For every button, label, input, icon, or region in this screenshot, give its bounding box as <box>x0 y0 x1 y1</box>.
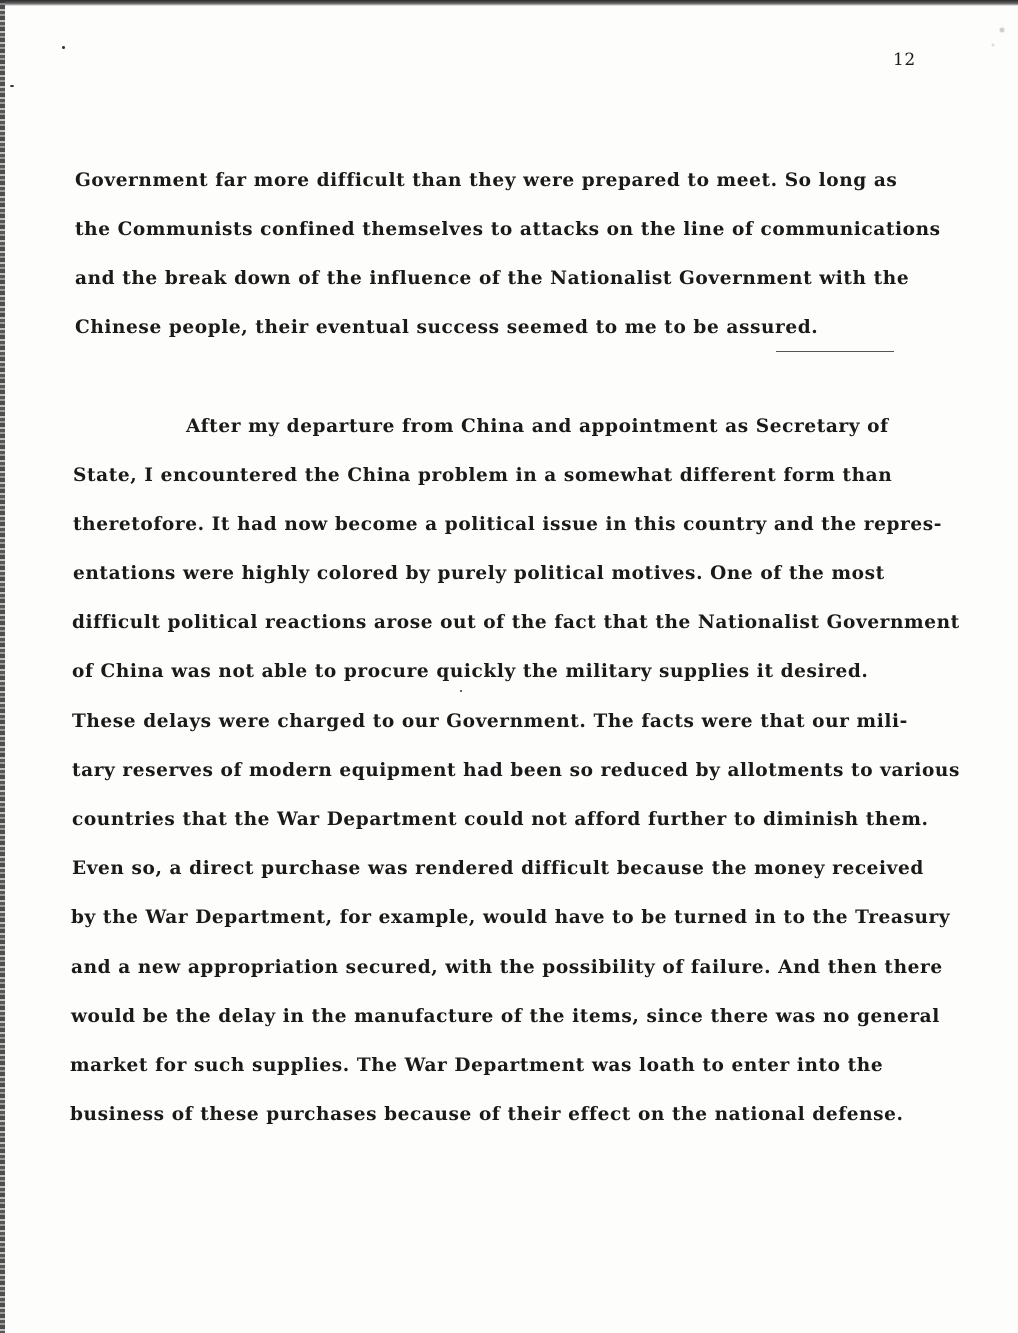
text-line: the Communists confined themselves to attacks on the line of communications <box>75 219 941 240</box>
text-line: business of these purchases because of their effect on the national defense. <box>70 1104 904 1125</box>
text-line: Government far more difficult than they were prepared to meet. So long as <box>75 170 898 191</box>
text-line: market for such supplies. The War Department was loath to enter into the <box>70 1055 884 1076</box>
text-line: tary reserves of modern equipment had been so reduced by allotments to various <box>72 760 960 781</box>
scan-left-edge <box>0 0 5 1333</box>
text-line: State, I encountered the China problem in a somewhat different form than <box>73 465 893 486</box>
text-line: and the break down of the influence of the Nationalist Government with the <box>75 268 910 289</box>
text-line: Chinese people, their eventual success seemed to me to be assured. <box>75 317 819 338</box>
text-line: countries that the War Department could not afford further to diminish them. <box>72 809 929 830</box>
page-number: 12 <box>893 50 916 70</box>
scan-top-edge <box>0 0 1018 6</box>
underline-rule <box>776 351 894 352</box>
text-line: These delays were charged to our Government. The facts were that our mili- <box>72 711 908 732</box>
scan-speck <box>62 46 65 49</box>
scan-speck <box>10 85 14 87</box>
text-line: of China was not able to procure quickly the military supplies it desired. <box>72 661 869 682</box>
text-line: After my departure from China and appointment as Secretary of <box>186 416 889 437</box>
text-line: and a new appropriation secured, with the possibility of failure. And then there <box>71 957 943 978</box>
scan-speck <box>460 690 462 692</box>
text-line: theretofore. It had now become a political issue in this country and the repres- <box>73 514 943 535</box>
text-line: difficult political reactions arose out of the fact that the Nationalist Government <box>72 612 960 633</box>
text-line: by the War Department, for example, would have to be turned in to the Treasury <box>71 907 951 928</box>
text-line: Even so, a direct purchase was rendered difficult because the money received <box>72 858 924 879</box>
text-line: entations were highly colored by purely political motives. One of the most <box>73 563 885 584</box>
scan-speckle <box>984 10 1014 60</box>
text-line: would be the delay in the manufacture of the items, since there was no general <box>71 1006 940 1027</box>
